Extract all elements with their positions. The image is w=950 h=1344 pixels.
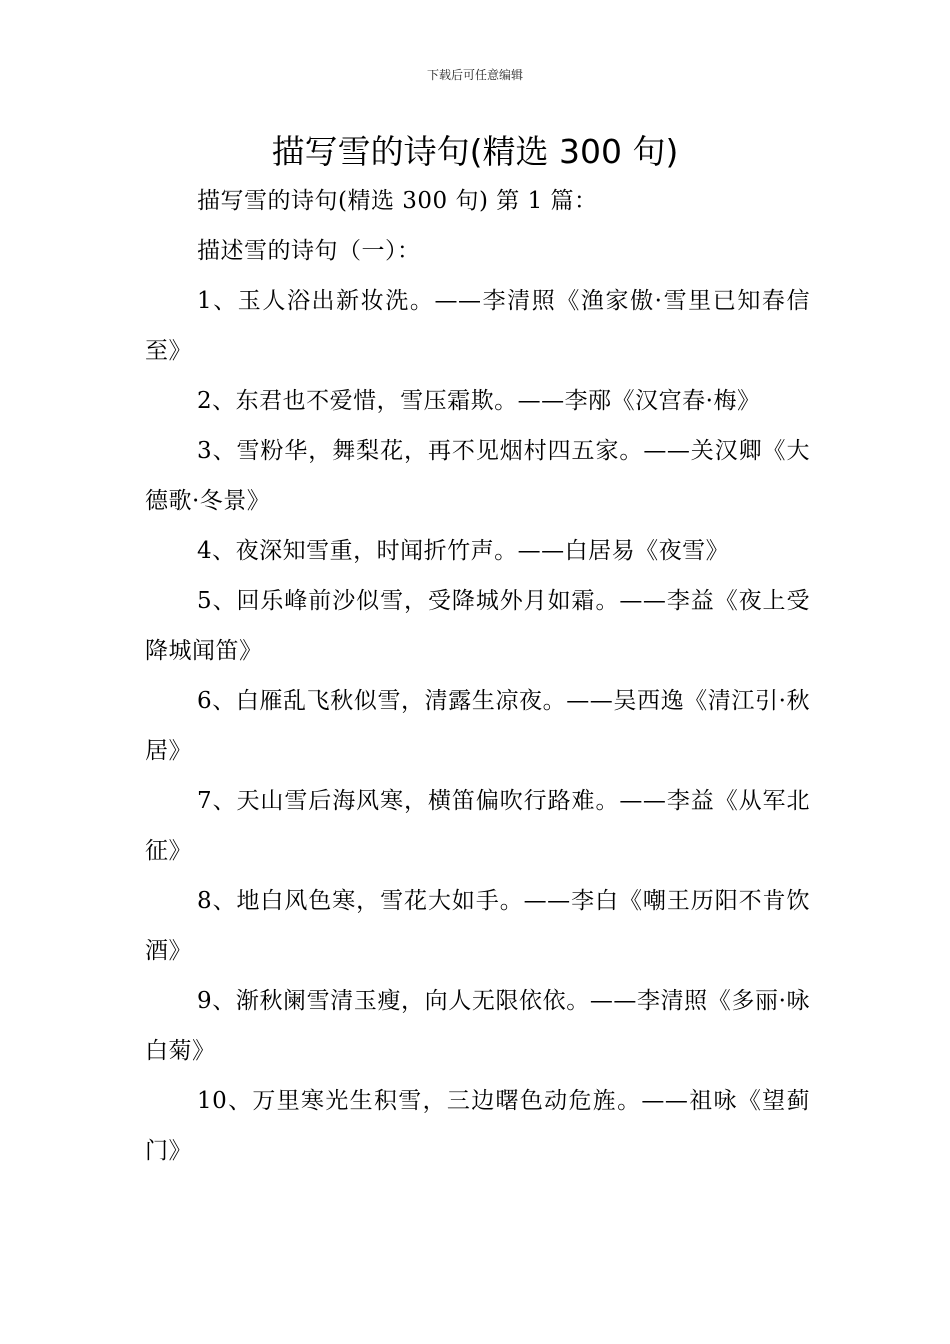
verse-item: 4、夜深知雪重，时闻折竹声。——白居易《夜雪》 [197,538,730,564]
verse-item: 1、玉人浴出新妆洗。——李清照《渔家傲·雪里已知春信至》 [145,288,810,364]
page-title: 描写雪的诗句(精选 300 句) [271,132,679,171]
verse-item: 9、渐秋阑雪清玉瘦，向人无限依依。——李清照《多丽·咏白菊》 [145,988,810,1064]
document-body [145,176,810,1176]
verse-item: 5、回乐峰前沙似雪，受降城外月如霜。——李益《夜上受降城闻笛》 [145,588,810,664]
verse-item: 7、天山雪后海风寒，横笛偏吹行路难。——李益《从军北征》 [145,788,810,864]
section-heading: 描述雪的诗句（一）： [197,238,421,264]
header-note: 下载后可任意编辑 [426,68,523,82]
verse-item: 10、万里寒光生积雪，三边曙色动危旌。——祖咏《望蓟门》 [145,1088,810,1164]
verse-item: 2、东君也不爱惜，雪压霜欺。——李邴《汉宫春·梅》 [197,388,761,414]
verse-item: 6、白雁乱飞秋似雪，清露生凉夜。——吴西逸《清江引·秋居》 [145,688,810,764]
verse-item: 8、地白风色寒，雪花大如手。——李白《嘲王历阳不肯饮酒》 [145,888,810,964]
verse-item: 3、雪粉华，舞梨花，再不见烟村四五家。——关汉卿《大德歌·冬景》 [145,438,810,514]
document-subtitle: 描写雪的诗句(精选 300 句) 第 1 篇： [197,188,598,214]
